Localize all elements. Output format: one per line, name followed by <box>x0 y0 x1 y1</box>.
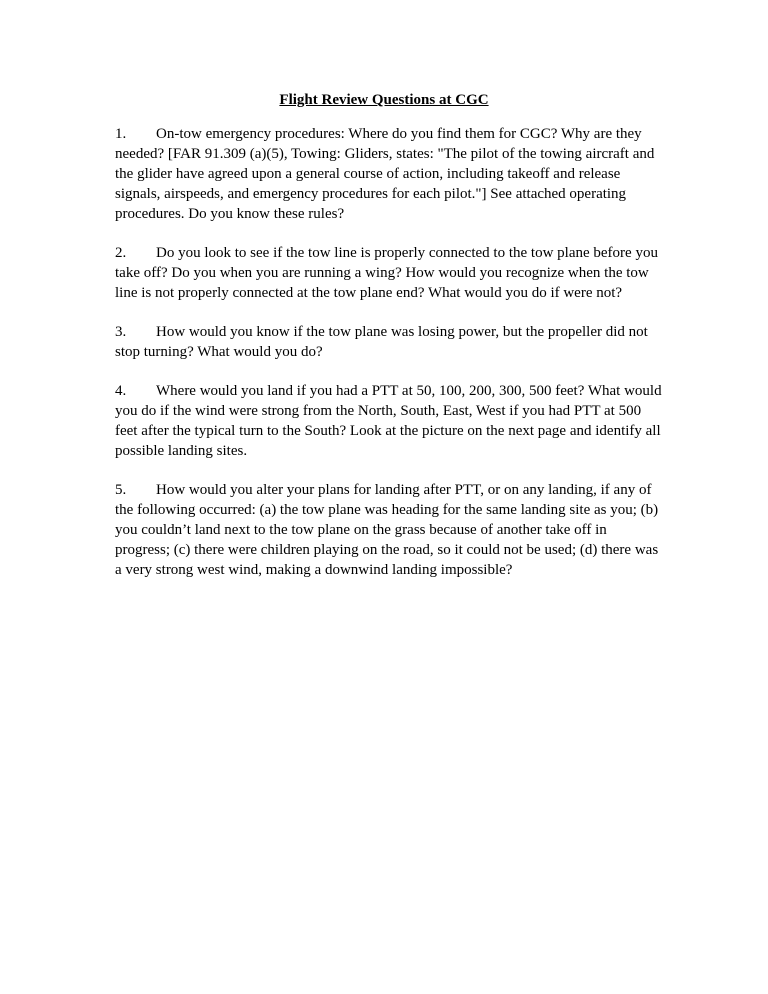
question-text: Where would you land if you had a PTT at 50, 100, 200, 300, 500 feet? What would you do if the wind were strong from the North, South, East, West if you had PTT at 500 feet after the typical turn to the South? Look at the picture on the next page and identify all possible landing sites. <box>115 383 662 459</box>
question-3 <box>115 322 663 362</box>
question-1 <box>115 124 663 224</box>
question-number: 1. <box>115 126 127 142</box>
question-text: How would you alter your plans for landing after PTT, or on any landing, if any of the following occurred: (a) the tow plane was heading for the same landing site as you; (b) you couldn’t land next to the tow plane on the grass because of another take off in progress; (c) there were children playing on the road, so it could not be used; (d) there was a very strong west wind, making a downwind landing impossible? <box>115 482 659 578</box>
question-text: On-tow emergency procedures: Where do you find them for CGC? Why are they needed? [FAR 91.309 (a)(5), Towing: Gliders, states: "The pilot of the towing aircraft and the glider have agreed upon a general course of action, including takeoff and release signals, airspeeds, and emergency procedures for each pilot."] See attached operating procedures. Do you know these rules? <box>115 126 655 222</box>
question-number: 4. <box>115 383 127 399</box>
question-number: 3. <box>115 324 127 340</box>
question-number: 5. <box>115 482 127 498</box>
question-2 <box>115 243 663 303</box>
question-text: How would you know if the tow plane was losing power, but the propeller did not stop turning? What would you do? <box>115 324 648 360</box>
document-title: Flight Review Questions at CGC <box>279 92 489 108</box>
question-4 <box>115 381 663 461</box>
question-text: Do you look to see if the tow line is properly connected to the tow plane before you take off? Do you when you are running a wing? How would you recognize when the tow line is not properly connected at the tow plane end? What would you do if were not? <box>115 245 658 301</box>
question-number: 2. <box>115 245 127 261</box>
question-5 <box>115 480 663 580</box>
question-list <box>115 124 663 599</box>
